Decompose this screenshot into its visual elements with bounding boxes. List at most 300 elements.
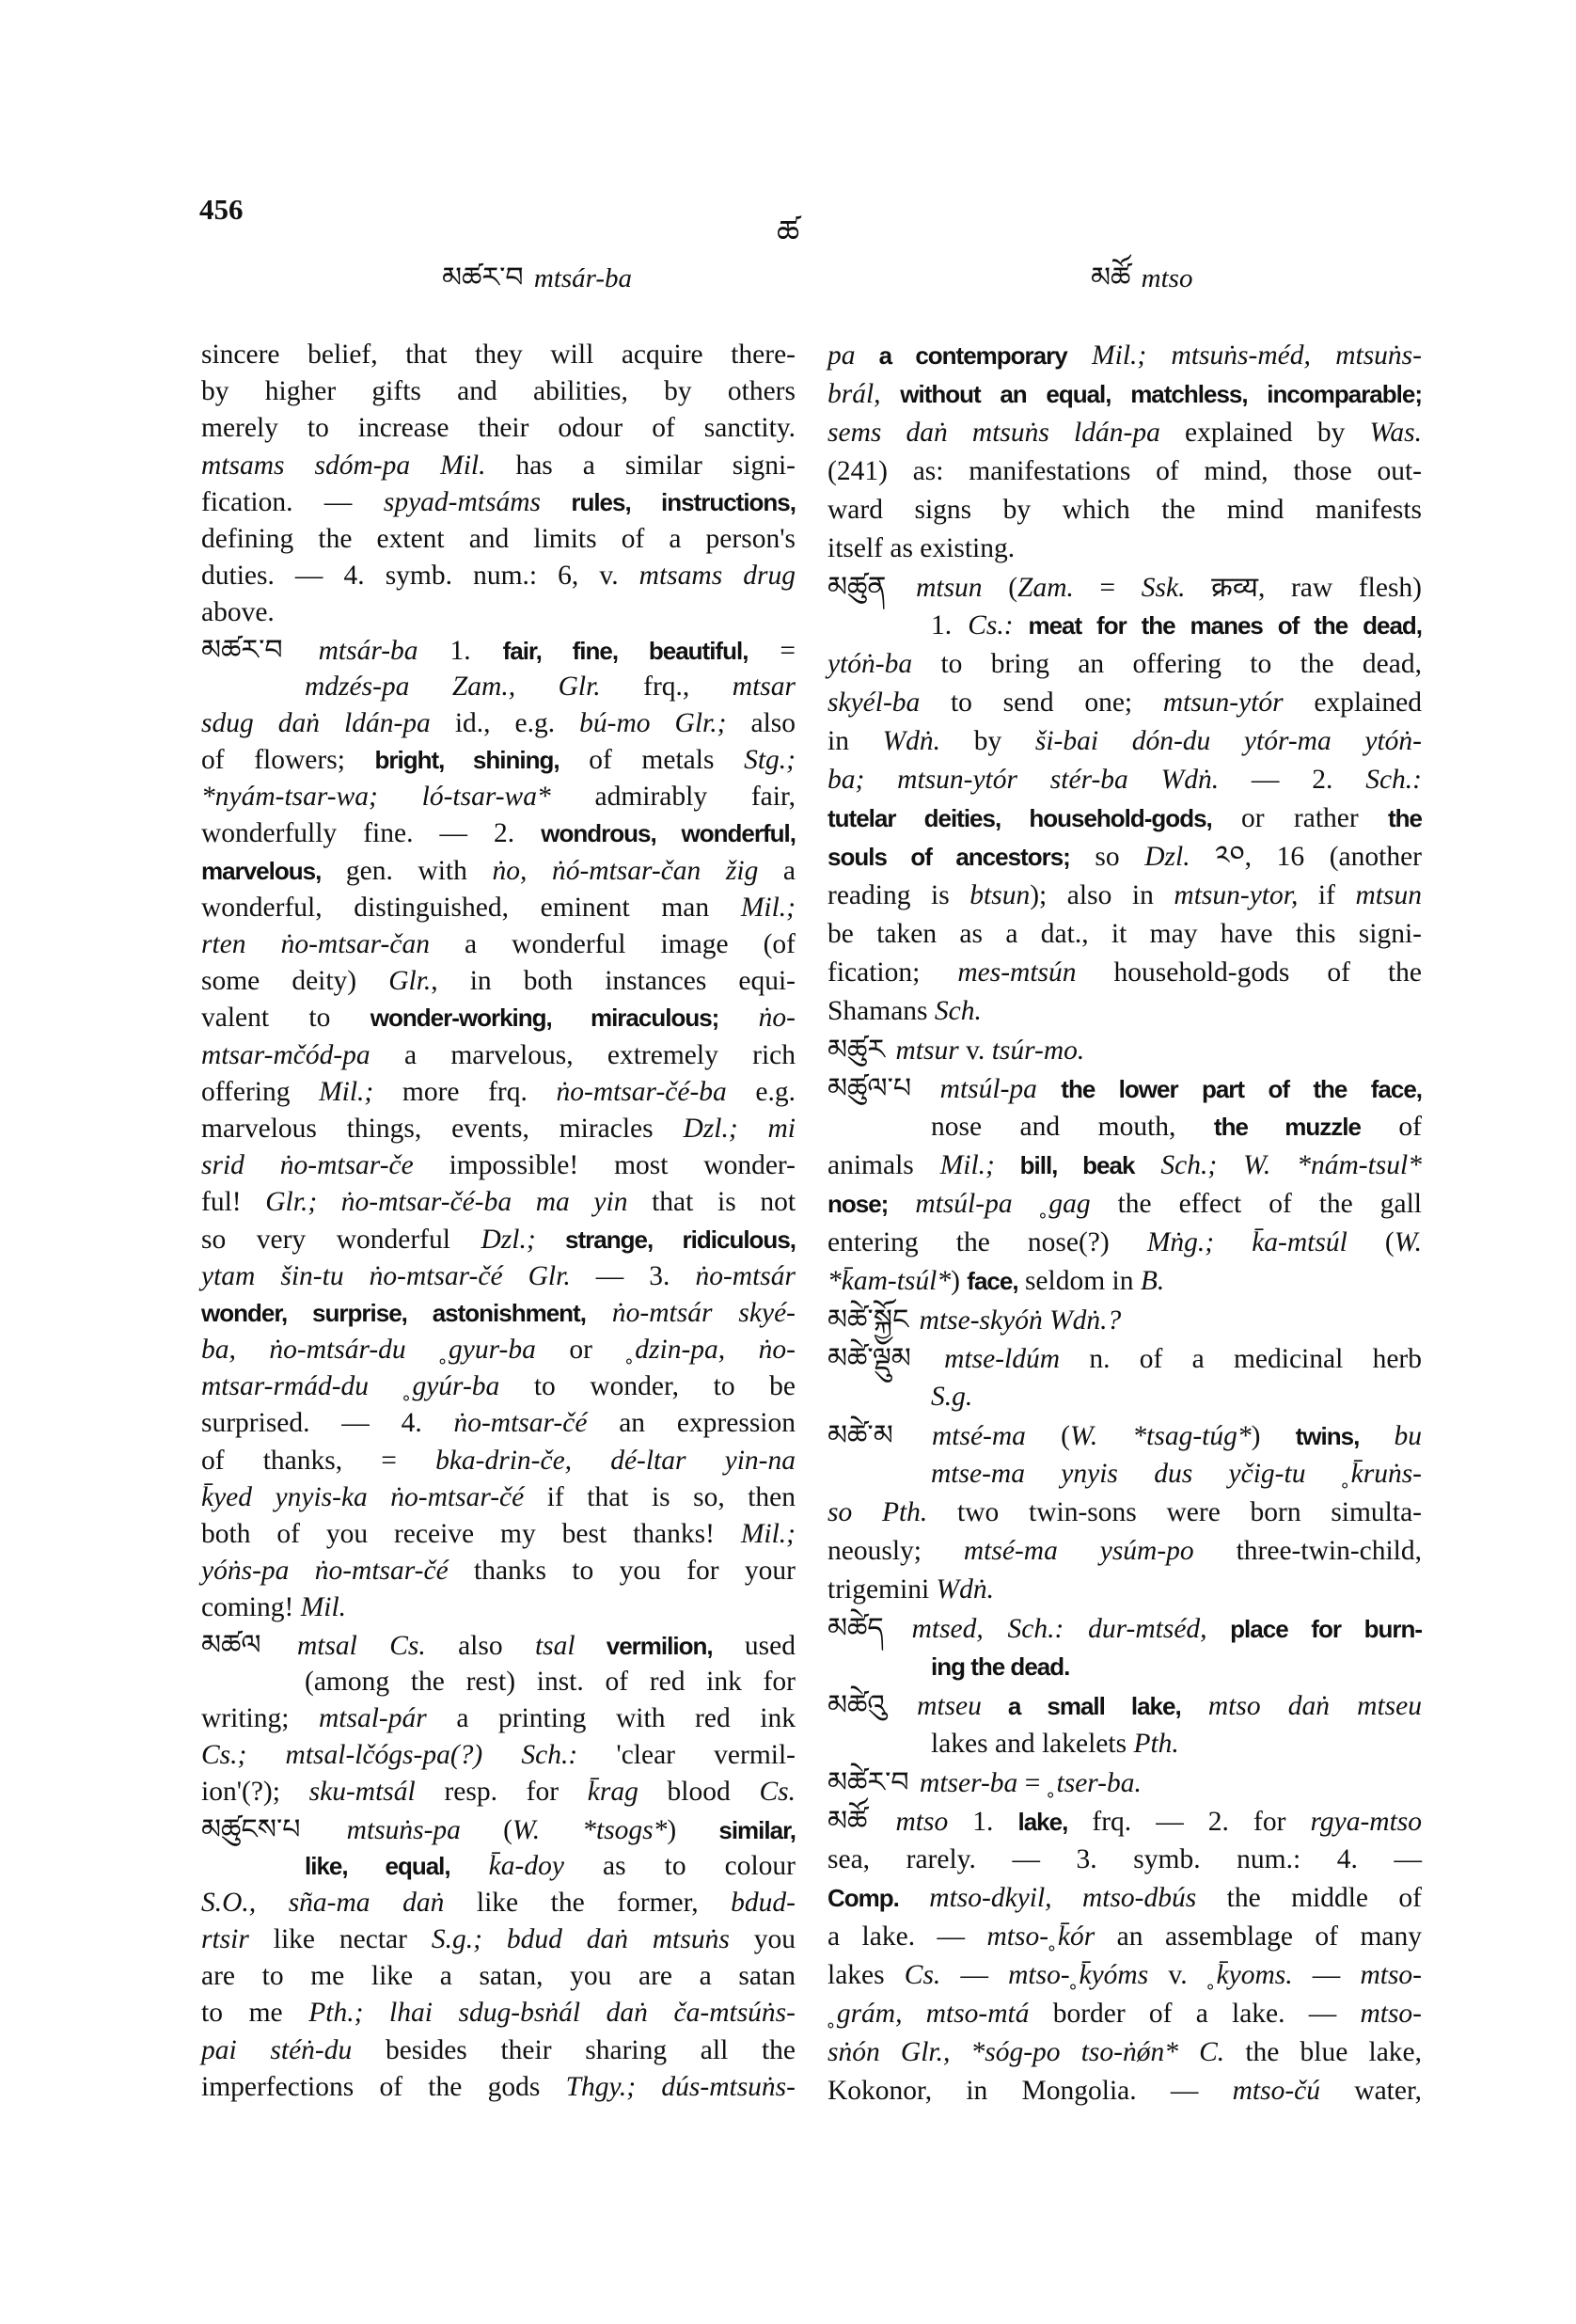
body-text: of metals: [559, 745, 745, 776]
body-text: (among the rest) inst. of red ink for: [305, 1666, 796, 1697]
body-text: reading is: [827, 880, 970, 910]
body-text: the blue lake,: [1224, 2037, 1423, 2067]
definition-text: without an equal, matchless, incomparable;: [880, 380, 1422, 408]
running-head-right-tibetan: མཚོ: [1091, 262, 1131, 293]
definition-text: bright, shining,: [374, 746, 559, 775]
italic-text: ytam šin-tu ṅo-mtsar-čé Glr.: [201, 1260, 571, 1291]
text-line: [201, 1222, 796, 1258]
text-line: [201, 1368, 796, 1405]
italic-text: mtsed, Sch.: dur-mtséd,: [887, 1614, 1207, 1644]
text-line: [827, 992, 1422, 1031]
text-line: [827, 607, 1422, 645]
tibetan-headword: མཚུར: [827, 1035, 886, 1066]
text-line: [201, 1737, 796, 1774]
italic-text: mtse-ldúm: [914, 1344, 1061, 1374]
body-text: also: [726, 707, 796, 738]
body-text: both of you receive my best thanks!: [201, 1519, 741, 1549]
body-text: frq.,: [600, 671, 733, 702]
text-line: [827, 954, 1422, 992]
text-line: [827, 1802, 1422, 1841]
text-line: [827, 1224, 1422, 1262]
body-text: has a similar signi-: [485, 450, 796, 481]
text-line: [827, 1416, 1422, 1455]
body-text: , in both instances equi-: [431, 966, 796, 997]
body-text: — 3.: [570, 1260, 696, 1291]
italic-text: spyad-mtsáms: [383, 486, 542, 517]
italic-text: rgya-mtso: [1310, 1807, 1423, 1837]
body-text: =: [1073, 573, 1142, 603]
body-text: — 2.: [1219, 765, 1366, 795]
italic-text: mtsuṅs-pa: [304, 1814, 461, 1845]
definition-text: wonder, surprise, astonishment,: [201, 1298, 586, 1327]
body-text: by higher gifts and abilities, by others: [201, 376, 796, 407]
italic-text: mes-mtsún: [957, 957, 1077, 988]
body-text: Shamans: [827, 996, 935, 1026]
italic-text: ṅo-mtsar-čé-ba: [556, 1076, 727, 1107]
italic-text: Mil.: [300, 1592, 347, 1623]
body-text: a lake. —: [827, 1921, 987, 1952]
italic-text: skyél-ba: [827, 688, 921, 718]
italic-text: Wdṅ.: [936, 1574, 994, 1605]
definition-text: face,: [967, 1267, 1018, 1295]
body-text: resp. for: [415, 1777, 588, 1808]
body-text: so very wonderful: [201, 1224, 481, 1255]
text-line: [827, 1879, 1422, 1918]
text-line: [827, 530, 1422, 568]
text-line: [827, 799, 1422, 838]
italic-text: mtsun: [890, 573, 983, 603]
body-text: the effect of the gall: [1090, 1189, 1422, 1219]
text-line: [827, 1262, 1422, 1301]
body-text: fication. —: [201, 486, 384, 517]
text-line: [201, 1700, 796, 1737]
text-line: [201, 558, 796, 594]
text-line: [827, 1108, 1422, 1146]
body-text: of flowers;: [201, 745, 375, 776]
definition-text: similar,: [718, 1815, 796, 1844]
italic-text: ˳tser-ba.: [1047, 1768, 1142, 1798]
definition-text: wondrous, wonderful,: [541, 819, 796, 848]
italic-text: mtso daṅ mtseu: [1180, 1691, 1422, 1721]
body-text: defining the extent and limits of a person's: [201, 523, 796, 554]
text-line: [827, 838, 1422, 877]
body-text: two twin-sons were born simulta-: [927, 1497, 1422, 1527]
body-text: neously;: [827, 1536, 964, 1566]
body-text: (: [1025, 1421, 1070, 1451]
body-text: lakes: [827, 1960, 905, 1990]
text-line: [827, 491, 1422, 530]
body-text: seldom in: [1017, 1266, 1141, 1296]
italic-text: Dzl.; mi: [683, 1113, 796, 1144]
italic-text: mtso-˳k̄yóms: [1008, 1960, 1149, 1990]
italic-text: Cs.: [759, 1777, 796, 1808]
italic-text: tsúr-mo.: [991, 1036, 1085, 1066]
body-text: like the former,: [444, 1887, 732, 1918]
italic-text: mtsur: [889, 1036, 959, 1066]
text-line: [201, 963, 796, 1000]
body-text: blood: [638, 1777, 760, 1808]
definition-text: the muzzle: [1213, 1113, 1361, 1141]
italic-text: mtsams drug: [638, 561, 796, 592]
body-text: three-twin-child,: [1193, 1536, 1422, 1566]
text-line: [827, 684, 1422, 722]
italic-text: ṅo-mtsár skyé-: [585, 1297, 796, 1328]
body-text: a printing with red ink: [426, 1702, 796, 1733]
body-text: be taken as a dat., it may have this signi-: [827, 919, 1422, 949]
body-text: v.: [958, 1036, 992, 1066]
body-text: to bring an offering to the dead,: [912, 649, 1422, 679]
italic-text: ˳dzin-pa, ṅo-: [625, 1335, 796, 1366]
italic-text: Sch.:: [1365, 765, 1422, 795]
italic-text: mtsúl-pa ˳gag: [888, 1189, 1091, 1219]
body-text: thanks to you for your: [448, 1556, 796, 1587]
text-line: [201, 1921, 796, 1958]
text-line: [201, 1958, 796, 1995]
text-line: [201, 1516, 796, 1553]
italic-text: btsun: [969, 880, 1031, 910]
italic-text: mtsun-ytor,: [1174, 880, 1299, 910]
body-text: id., e.g.: [430, 707, 580, 738]
italic-text: bka-drin-če, dé-ltar yin-na: [435, 1445, 796, 1476]
tibetan-headword: མཚལ: [201, 1629, 261, 1661]
italic-text: Mṅg.; k̄a-mtsúl: [1146, 1227, 1347, 1257]
body-text: —: [1292, 1960, 1361, 1990]
body-text: ): [951, 1266, 968, 1296]
text-line: [201, 1848, 796, 1885]
text-line: [201, 926, 796, 963]
italic-text: mdzés-pa Zam., Glr.: [305, 671, 601, 702]
body-text: ): [667, 1814, 719, 1845]
body-text: ful!: [201, 1187, 266, 1218]
body-text: a marvelous, extremely rich: [370, 1039, 796, 1070]
italic-text: Mil.;: [740, 1519, 796, 1549]
running-head-left-tibetan: མཚར་བ: [442, 262, 524, 293]
italic-text: sṅón Glr., *sóg-po tso-ṅǿn* C.: [827, 2037, 1225, 2067]
body-text: क्रव्य, raw flesh): [1185, 573, 1423, 603]
body-text: household-gods of the: [1076, 957, 1423, 988]
italic-text: mtso-: [1360, 1960, 1422, 1990]
body-text: ward signs by which the mind manifests: [827, 495, 1422, 525]
text-line: [827, 2072, 1422, 2111]
italic-text: *nyám-tsar-wa; ló-tsar-wa*: [201, 782, 551, 813]
body-text: valent to: [201, 1003, 370, 1034]
body-text: besides their sharing all the: [352, 2034, 796, 2065]
body-text: or rather: [1211, 803, 1389, 833]
definition-text: strange, ridiculous,: [535, 1225, 796, 1254]
text-line: [201, 410, 796, 447]
italic-text: mtso-dkyil, mtso-dbús: [898, 1883, 1197, 1913]
text-line: [201, 1589, 796, 1626]
italic-text: S.g.: [931, 1382, 973, 1412]
text-line: [827, 568, 1422, 607]
italic-text: bdud-: [731, 1887, 796, 1918]
definition-text: Comp.: [827, 1884, 899, 1912]
text-line: [827, 414, 1422, 452]
tibetan-headword: མཚོ: [827, 1806, 868, 1837]
running-head-left-translit: mtsár-ba: [533, 263, 633, 293]
text-line: [827, 337, 1422, 375]
body-text: sincere belief, that they will acquire there-: [201, 340, 796, 370]
text-line: [827, 1609, 1422, 1648]
text-line: [827, 761, 1422, 799]
italic-text: ṅo-: [718, 1003, 796, 1034]
body-text: by: [940, 726, 1035, 756]
body-text: —: [940, 1960, 1009, 1990]
italic-text: ṅo-mtsár: [695, 1260, 796, 1291]
body-text: ): [1251, 1421, 1296, 1451]
text-line: [827, 1494, 1422, 1532]
body-text: Kokonor, in Mongolia. —: [827, 2076, 1233, 2106]
text-line: [201, 890, 796, 926]
italic-text: mtsé-ma: [896, 1421, 1026, 1451]
text-line: [827, 1763, 1422, 1802]
text-line: [201, 373, 796, 410]
text-line: [201, 1037, 796, 1074]
definition-text: rules, instructions,: [541, 487, 796, 516]
italic-text: bu: [1359, 1421, 1423, 1451]
text-line: [201, 1664, 796, 1700]
italic-text: sku-mtsál: [308, 1777, 416, 1808]
body-text: marvelous things, events, miracles: [201, 1113, 684, 1144]
italic-text: ši-bai dón-du ytór-ma ytóṅ-: [1034, 726, 1422, 756]
italic-text: *k̄am-tsúl*: [827, 1266, 952, 1296]
body-text: above.: [201, 597, 275, 628]
text-line: [201, 1184, 796, 1221]
body-text: or: [535, 1335, 626, 1366]
italic-text: Ssk.: [1141, 573, 1186, 603]
italic-text: k̄a-doy: [449, 1850, 564, 1881]
italic-text: Stg.;: [744, 745, 796, 776]
italic-text: Wdṅ.: [882, 726, 941, 756]
text-line: [201, 815, 796, 852]
italic-text: Mil.;: [939, 1150, 995, 1180]
body-text: merely to increase their odour of sanctity.: [201, 413, 796, 444]
italic-text: mtso-čú: [1232, 2076, 1321, 2106]
text-line: [201, 1111, 796, 1147]
body-text: (241) as: manifestations of mind, those out-: [827, 456, 1422, 486]
italic-text: S.g.; bdud daṅ mtsuṅs: [431, 1924, 730, 1955]
text-line: [827, 1841, 1422, 1879]
definition-text: vermilion,: [575, 1631, 713, 1660]
body-text: n. of a medicinal herb: [1060, 1344, 1422, 1374]
italic-text: mtsal Cs.: [264, 1630, 426, 1661]
running-head-right: [1091, 246, 1192, 325]
italic-text: Glr.: [388, 966, 432, 997]
body-text: if: [1298, 880, 1356, 910]
body-text: if that is so, then: [524, 1481, 796, 1512]
text-line: [201, 484, 796, 521]
italic-text: mtse-ma ynyis dus yčig-tu ˳k̄ruṅs-: [931, 1459, 1422, 1489]
running-head-left: [442, 246, 632, 325]
definition-text: lake,: [1017, 1808, 1068, 1836]
italic-text: ˳k̄yoms.: [1206, 1960, 1293, 1990]
body-text: lakes and lakelets: [931, 1729, 1134, 1759]
tibetan-headword: མཚེ་སྐྱོང: [827, 1304, 909, 1336]
italic-text: mtso: [871, 1807, 949, 1837]
definition-text: souls of ancestors;: [827, 843, 1070, 871]
text-line: [201, 1000, 796, 1036]
italic-text: ṅo, ṅó-mtsar-čan žig: [492, 855, 759, 886]
body-text: =: [748, 635, 796, 666]
text-line: [201, 2032, 796, 2069]
body-text: water,: [1320, 2076, 1422, 2106]
tibetan-headword: མཚུལ་པ: [827, 1073, 912, 1104]
italic-text: Sch.: [934, 996, 982, 1026]
italic-text: Dzl.;: [481, 1224, 536, 1255]
italic-text: W.: [1394, 1227, 1422, 1257]
text-line: [201, 1074, 796, 1111]
text-line: [201, 594, 796, 631]
italic-text: W. *tsag-túg*: [1069, 1421, 1252, 1451]
italic-text: Pth.: [1133, 1729, 1179, 1759]
tibetan-headword: མཚུངས་པ: [201, 1813, 301, 1845]
text-line: [201, 1995, 796, 2032]
body-text: like nectar: [248, 1924, 432, 1955]
text-line: [827, 1918, 1422, 1956]
italic-text: ba; mtsun-ytór stér-ba Wdṅ.: [827, 765, 1220, 795]
text-line: [201, 1295, 796, 1332]
body-text: explained: [1283, 688, 1422, 718]
italic-text: ˳grám, mtso-mtá: [827, 1999, 1030, 2029]
text-line: [827, 375, 1422, 414]
text-line: [201, 1332, 796, 1368]
text-line: [827, 452, 1422, 491]
text-line: [827, 1455, 1422, 1494]
italic-text: Was.: [1369, 418, 1422, 448]
text-line: [827, 1686, 1422, 1725]
italic-text: sdug daṅ ldán-pa: [201, 707, 431, 738]
italic-text: mtso-˳k̄ór: [986, 1921, 1095, 1952]
body-text: in: [827, 726, 883, 756]
body-text: duties. — 4. symb. num.: 6, v.: [201, 561, 639, 592]
body-text: you: [729, 1924, 796, 1955]
italic-text: mtseu: [889, 1691, 982, 1721]
italic-text: mtse-skyóṅ Wdṅ.?: [912, 1305, 1122, 1336]
definition-text: a small lake,: [981, 1692, 1181, 1720]
text-line: [201, 742, 796, 779]
text-line: [201, 448, 796, 484]
text-line: [201, 1479, 796, 1516]
text-line: [201, 853, 796, 890]
body-text: also: [425, 1630, 535, 1661]
italic-text: bú-mo Glr.;: [579, 707, 727, 738]
body-text: border of a lake. —: [1029, 1999, 1361, 2029]
body-text: to me: [201, 1998, 309, 2029]
italic-text: sems daṅ mtsuṅs ldán-pa: [827, 418, 1160, 448]
italic-text: yóṅs-pa ṅo-mtsar-čé: [201, 1556, 449, 1587]
text-line: [827, 1031, 1422, 1069]
italic-text: Cs.: [904, 1960, 941, 1990]
italic-text: srid ṅo-mtsar-če: [201, 1150, 414, 1181]
body-text: used: [712, 1630, 796, 1661]
body-text: admirably fair,: [550, 782, 796, 813]
definition-text: nose;: [827, 1190, 889, 1218]
running-head-right-translit: mtso: [1141, 263, 1193, 293]
text-line: [827, 2033, 1422, 2072]
body-text: to wonder, to be: [499, 1371, 796, 1402]
text-line: [201, 1553, 796, 1589]
italic-text: mtsal-pár: [319, 1702, 427, 1733]
italic-text: Dzl.: [1144, 842, 1190, 872]
body-text: 1.: [948, 1807, 1018, 1837]
body-text: itself as existing.: [827, 533, 1016, 563]
tibetan-headword: མཚུན: [827, 572, 887, 603]
body-text: ); also in: [1030, 880, 1174, 910]
body-text: impossible! most wonder-: [413, 1150, 796, 1181]
body-text: frq. — 2. for: [1067, 1807, 1311, 1837]
tibetan-headword: མཚེ་ལྡུམ: [827, 1343, 911, 1374]
tibetan-headword: མཚེད: [827, 1613, 884, 1644]
tibetan-headword: མཚར་བ: [201, 634, 283, 666]
text-line: [201, 1147, 796, 1184]
tibetan-headword: མཚེར་བ: [827, 1767, 909, 1798]
italic-text: Zam.: [1017, 573, 1074, 603]
italic-text: Thgy.; dús-mtsuṅs-: [565, 2071, 796, 2102]
italic-text: ytóṅ-ba: [827, 649, 913, 679]
text-line: [827, 915, 1422, 954]
definition-text: marvelous,: [201, 856, 322, 885]
italic-text: Mil.;: [319, 1076, 374, 1107]
italic-text: k̄rag: [587, 1777, 638, 1808]
text-line: [827, 722, 1422, 761]
definition-text: the lower part of the face,: [1036, 1075, 1423, 1103]
page-number: 456: [199, 193, 244, 226]
body-text: sea, rarely. — 3. symb. num.: 4. —: [827, 1844, 1422, 1874]
italic-text: Pth.; lhai sdug-bsṅál daṅ ča-mtsúṅs-: [308, 1998, 796, 2029]
body-text: explained by: [1159, 418, 1370, 448]
italic-text: Mil.; mtsuṅs-méd, mtsuṅs-: [1066, 340, 1422, 371]
definition-text: wonder-working, miraculous;: [370, 1004, 719, 1033]
body-text: the middle of: [1196, 1883, 1423, 1913]
italic-text: rtsir: [201, 1924, 249, 1955]
body-text: ion'(?);: [201, 1777, 309, 1808]
body-text: 1.: [418, 635, 503, 666]
body-text: a wonderful image (of: [429, 929, 796, 959]
text-line: [827, 1069, 1422, 1108]
right-column: [827, 337, 1422, 2111]
body-text: an assemblage of many: [1095, 1921, 1422, 1952]
text-line: [827, 1185, 1422, 1224]
italic-text: mtsun-ytór: [1162, 688, 1284, 718]
italic-text: tsal: [534, 1630, 575, 1661]
section-letter: ཚ: [777, 215, 800, 250]
body-text: a: [758, 855, 796, 886]
body-text: offering: [201, 1076, 320, 1107]
body-text: so: [1069, 842, 1145, 872]
body-text: fication;: [827, 957, 958, 988]
text-line: [827, 1532, 1422, 1571]
text-line: [827, 1378, 1422, 1416]
text-line: [827, 1648, 1422, 1686]
text-line: [201, 779, 796, 815]
text-line: [201, 1405, 796, 1442]
body-text: writing;: [201, 1702, 319, 1733]
text-line: [201, 1774, 796, 1810]
body-text: an expression: [587, 1408, 796, 1439]
text-line: [827, 1725, 1422, 1763]
body-text: of: [1360, 1112, 1422, 1142]
text-line: [201, 1443, 796, 1479]
body-text: 'clear vermil-: [577, 1740, 796, 1771]
italic-text: k̄yed ynyis-ka ṅo-mtsar-čé: [201, 1481, 525, 1512]
italic-text: B.: [1140, 1266, 1165, 1296]
body-text: (: [982, 573, 1018, 603]
italic-text: Glr.; ṅo-mtsar-čé-ba ma yin: [265, 1187, 628, 1218]
body-text: =: [1017, 1768, 1048, 1798]
text-line: [201, 669, 796, 705]
text-line: [827, 1146, 1422, 1185]
body-text: wonderful, distinguished, eminent man: [201, 892, 741, 923]
